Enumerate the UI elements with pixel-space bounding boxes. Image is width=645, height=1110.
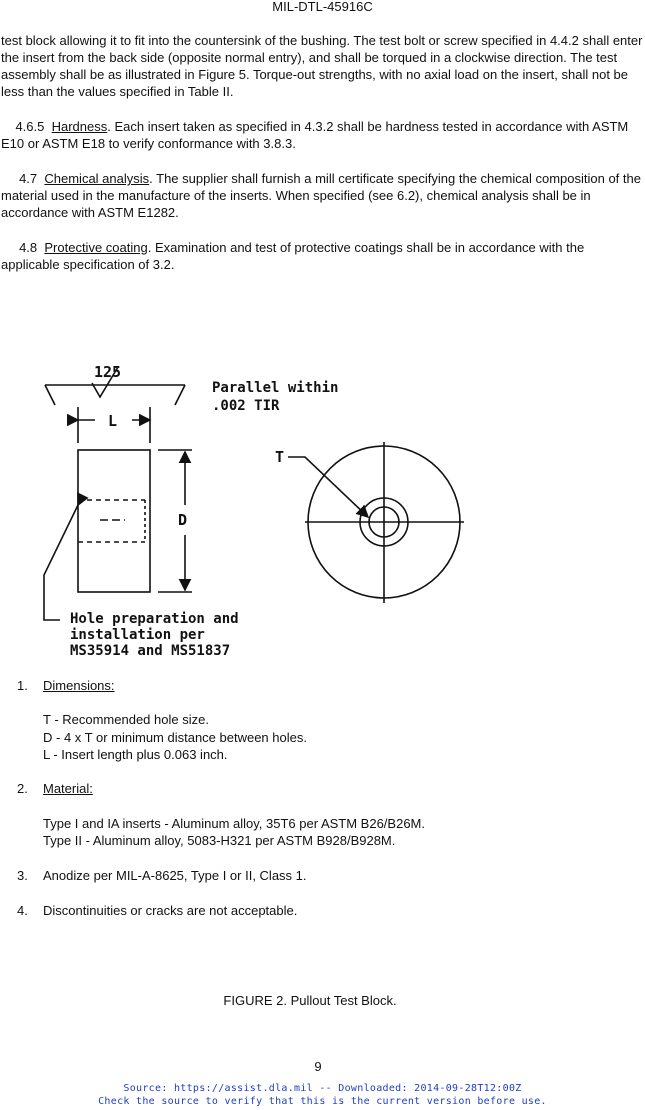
note-anodize: Anodize per MIL-A-8625, Type I or II, Class 1. xyxy=(43,868,307,883)
paragraph-title: Chemical analysis xyxy=(44,171,150,186)
hole-note-line-1: Hole preparation and xyxy=(70,611,239,627)
document-header: MIL-DTL-45916C xyxy=(272,0,373,14)
note-number: 3. xyxy=(17,868,28,883)
paragraph-text: . The supplier shall furnish a mill certificate specifying the chemical composition of the material used in the manufacture of the inserts. When specified (see 6.2), chemical analysis shall be in accordance with ASTM E1282. xyxy=(1,171,641,220)
note-title-material: Material: xyxy=(43,781,93,796)
paragraph-title: Hardness xyxy=(51,119,108,134)
parallel-note-line-2: .002 TIR xyxy=(212,398,280,414)
note-discontinuities: Discontinuities or cracks are not acceptable. xyxy=(43,903,298,918)
pullout-test-block-drawing xyxy=(30,345,480,665)
paragraph-number: 4.6.5 xyxy=(15,119,45,134)
source-footer-line-2: Check the source to verify that this is the current version before use. xyxy=(98,1096,547,1107)
dimension-t-label: T xyxy=(275,448,285,466)
paragraph-title: Protective coating xyxy=(44,240,148,255)
paragraph-number: 4.7 xyxy=(19,171,38,186)
paragraph-text: . Each insert taken as specified in 4.3.2 shall be hardness tested in accordance with ASTM E10 or ASTM E18 to verify conformance with 3.8.3. xyxy=(1,119,629,151)
paragraph-4-8 xyxy=(1,239,643,273)
paragraph-4-7 xyxy=(1,170,643,221)
note-number: 2. xyxy=(17,781,28,796)
hole-note-line-2: installation per xyxy=(70,627,205,643)
finish-mark-label: 125 xyxy=(94,363,122,381)
dimension-l-label: L xyxy=(108,412,118,430)
paragraph-text: . Examination and test of protective coatings shall be in accordance with the applicable specification of 3.2. xyxy=(1,240,585,272)
note-line: Type II - Aluminum alloy, 5083-H321 per ASTM B928/B928M. xyxy=(43,833,396,848)
figure-caption: FIGURE 2. Pullout Test Block. xyxy=(223,993,397,1008)
source-footer-line-1: Source: https://assist.dla.mil -- Downloaded: 2014-09-28T12:00Z xyxy=(123,1083,522,1094)
page-number: 9 xyxy=(314,1059,322,1074)
note-line: L - Insert length plus 0.063 inch. xyxy=(43,747,228,762)
note-number: 1. xyxy=(17,678,28,693)
dimension-d-label: D xyxy=(178,511,188,529)
parallel-note-line-1: Parallel within xyxy=(212,380,339,396)
note-title-dimensions: Dimensions: xyxy=(43,678,115,693)
hole-note-line-3: MS35914 and MS51837 xyxy=(70,643,231,659)
note-line: D - 4 x T or minimum distance between holes. xyxy=(43,730,307,745)
note-number: 4. xyxy=(17,903,28,918)
note-line: Type I and IA inserts - Aluminum alloy, 35T6 per ASTM B26/B26M. xyxy=(43,816,425,831)
paragraph-4-6-5 xyxy=(1,118,643,152)
note-line: T - Recommended hole size. xyxy=(43,712,209,727)
paragraph-text: test block allowing it to fit into the countersink of the bushing. The test bolt or screw specified in 4.4.2 shall enter the insert from the back side (opposite normal entry), and shall be torqued in a clockwise direction. The test assembly shall be as illustrated in Figure 5. Torque-out strengths, with no axial load on the insert, shall not be less than the values specified in Table II. xyxy=(1,33,643,99)
paragraph-continued xyxy=(1,32,643,100)
paragraph-number: 4.8 xyxy=(19,240,38,255)
test-block-side-view xyxy=(78,450,150,592)
